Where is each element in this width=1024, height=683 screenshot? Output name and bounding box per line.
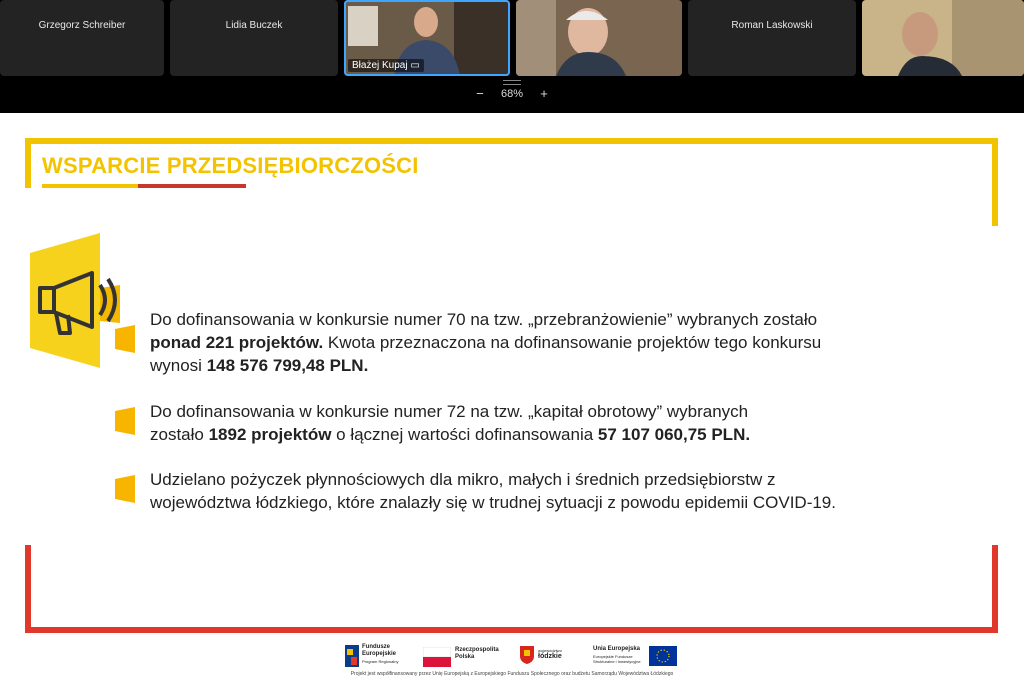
logo-text: Rzeczpospolita (455, 647, 499, 653)
paragraph-competition-72 (150, 400, 750, 446)
highlight-projects-count: 1892 projektów (208, 425, 332, 444)
shared-slide (0, 113, 1024, 683)
participant-tile-blazej[interactable] (344, 0, 510, 76)
logo-text: Program Regionalny (362, 659, 399, 664)
logo-wojewodztwo-lodzkie (520, 643, 580, 669)
participant-name: Lidia Buczek (225, 20, 283, 31)
highlight-amount: 148 576 799,48 PLN. (206, 356, 369, 375)
eu-flag-icon (649, 646, 677, 666)
paragraph-line: Udzielano pożyczek płynnościowych dla mikro, małych i średnich przedsiębiorstw z (150, 470, 776, 489)
polish-flag-icon (423, 647, 451, 667)
paragraph-line: województwa łódzkiego, które znalazły się w trudnej sytuacji z powodu epidemii COVID-19. (150, 493, 836, 512)
paragraph-text: zostało (150, 425, 209, 444)
participant-name: Roman Laskowski (731, 20, 813, 31)
participant-tile-lidia[interactable] (170, 0, 338, 76)
frame-left-bottom (25, 545, 31, 633)
bullet-icon (115, 475, 135, 503)
bullet-icon (115, 407, 135, 435)
logo-text: województwo (538, 648, 562, 653)
title-underline-accent (138, 184, 246, 188)
fe-logo-icon (345, 645, 359, 667)
zoom-in-button[interactable]: + (540, 86, 548, 101)
paragraph-text: wynosi (150, 356, 207, 375)
slide-title: WSPARCIE PRZEDSIĘBIORCZOŚCI (42, 153, 419, 178)
footer-note: Projekt jest współfinansowany przez Unię Europejską z Europejskiego Funduszu Społecznego oraz budżetu Samorządu Województwa Łódzkiego (350, 671, 674, 677)
paragraph-line: Do dofinansowania w konkursie numer 70 na tzw. „przebranżowienie” wybranych zostało (150, 310, 818, 329)
frame-top (25, 138, 998, 144)
frame-left-top (25, 138, 31, 188)
logo-fundusze-europejskie (345, 643, 415, 669)
paragraph-line (150, 354, 821, 377)
participant-tile-roman[interactable] (688, 0, 856, 76)
megaphone-icon (30, 233, 120, 368)
frame-right-bottom (992, 545, 998, 633)
frame-right-top (992, 138, 998, 226)
funding-logos (345, 643, 685, 673)
logo-text: Strukturalne i Inwestycyjne (593, 659, 641, 664)
bullet-icon (115, 325, 135, 353)
paragraph-text: o łącznej wartości dofinansowania (331, 425, 598, 444)
zoom-out-button[interactable]: − (476, 86, 484, 101)
highlight-amount: 57 107 060,75 PLN. (597, 425, 751, 444)
logo-rzeczpospolita (423, 643, 508, 669)
paragraph-competition-70 (150, 308, 821, 377)
participant-video (862, 0, 1024, 76)
paragraph-text: Kwota przeznaczona na dofinansowanie projektów tego konkursu (323, 333, 822, 352)
logo-text: łódzkie (538, 653, 562, 660)
participant-name: Grzegorz Schreiber (38, 20, 126, 31)
logo-text: Europejskie Fundusze (593, 654, 633, 659)
coat-of-arms-icon (520, 646, 534, 664)
logo-text: Polska (455, 654, 475, 660)
zoom-level: 68% (500, 87, 524, 100)
participant-name-badge (348, 59, 424, 72)
paragraph-line: Do dofinansowania w konkursie numer 72 na tzw. „kapitał obrotowy” wybranych (150, 402, 749, 421)
paragraph-line (150, 331, 821, 354)
logo-unia-europejska (593, 643, 685, 669)
logo-text: Unia Europejska (593, 646, 641, 652)
zoom-control (0, 86, 1024, 112)
logo-text: Fundusze (362, 644, 390, 650)
participant-tile-4[interactable] (516, 0, 682, 76)
drag-handle[interactable] (503, 80, 521, 85)
frame-bottom (25, 627, 998, 633)
logo-text: Europejskie (362, 651, 397, 657)
participant-video (516, 0, 682, 76)
participant-tile-6[interactable] (862, 0, 1024, 76)
participant-strip (0, 0, 1024, 80)
paragraph-line (150, 423, 750, 446)
screen-share-icon: ▭ (410, 60, 420, 71)
participant-name: Błażej Kupaj (352, 60, 408, 71)
highlight-projects-count: ponad 221 projektów. (150, 333, 324, 352)
title-underline (42, 184, 138, 188)
participant-tile-grzegorz[interactable] (0, 0, 164, 76)
paragraph-liquidity-loans (150, 468, 836, 514)
